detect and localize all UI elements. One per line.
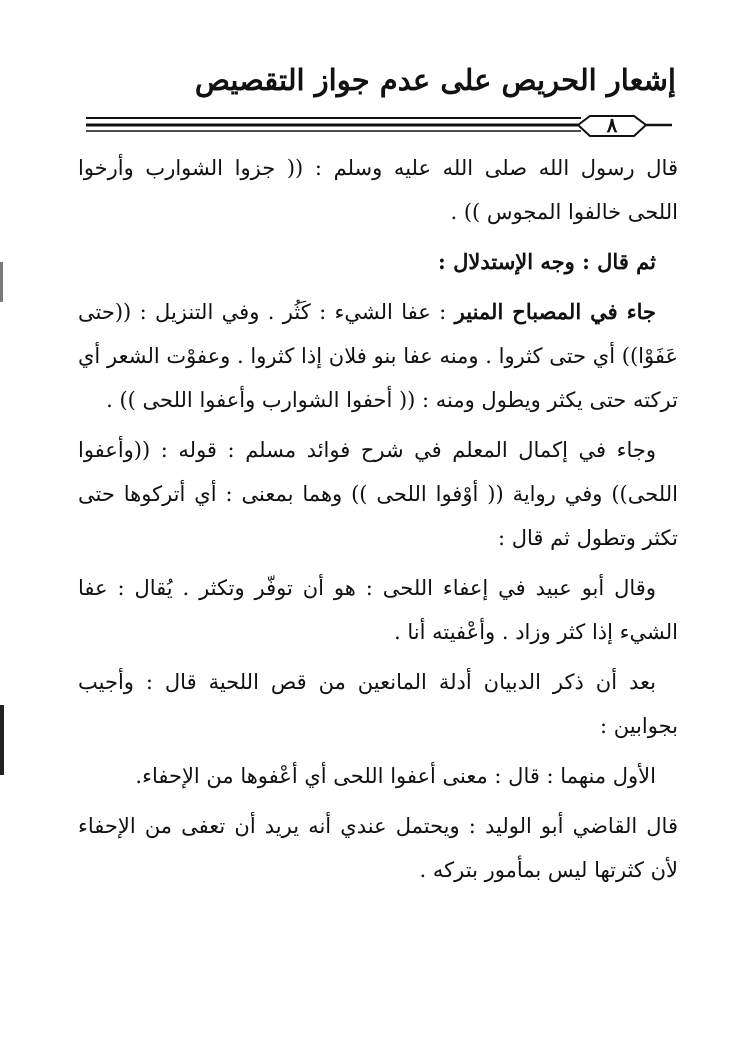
header-divider — [86, 112, 672, 142]
paragraph-abu-ubaid: وقال أبو عبيد في إعفاء اللحى : هو أن توفّر وتكثر . يُقال : عفا الشيء إذا كثر وزاد . وأعْفيته أنا . — [78, 576, 678, 644]
paragraph-ikmal: وجاء في إكمال المعلم في شرح فوائد مسلم : قوله : ((وأعفوا اللحى)) وفي رواية (( أوْفوا اللحى )) وهما بمعنى : أي أتركوها حتى تكثر وتطول ثم قال : — [78, 438, 678, 550]
paragraph-misbah-text: : عفا الشيء : كَثُر . وفي التنزيل : ((حتى عَفَوْا)) أي حتى كثروا . ومنه عفا بنو فلان إذا كثروا . وعفوْت الشعر أي تركته حتى يكثر ويطول ومنه : (( أحفوا الشوارب وأعفوا اللحى )) . — [78, 300, 678, 412]
page-body — [78, 146, 678, 898]
paragraph-hadith: قال رسول الله صلى الله عليه وسلم : (( جزوا الشوارب وأرخوا اللحى خالفوا المجوس )) . — [78, 156, 678, 224]
source-title: جاء في المصباح المنير — [454, 299, 656, 324]
scan-spine-mark — [0, 262, 3, 302]
scan-spine-mark — [0, 705, 4, 775]
page-header-title: إشعار الحريص على عدم جواز التقصيص — [194, 63, 676, 97]
paragraph-qadi: قال القاضي أبو الوليد : ويحتمل عندي أنه يريد أن تعفى من الإحفاء لأن كثرتها ليس بمأمور بتركه . — [78, 814, 678, 882]
paragraph-first-answer: الأول منهما : قال : معنى أعفوا اللحى أي أعْفوها من الإحفاء. — [135, 764, 656, 788]
page-number: ٨ — [606, 113, 618, 137]
paragraph-dubayan: بعد أن ذكر الدبيان أدلة المانعين من قص اللحية قال : وأجيب بجوابين : — [78, 670, 678, 738]
section-heading: ثم قال : وجه الإستدلال : — [438, 249, 656, 274]
paragraph-misbah — [78, 290, 678, 422]
